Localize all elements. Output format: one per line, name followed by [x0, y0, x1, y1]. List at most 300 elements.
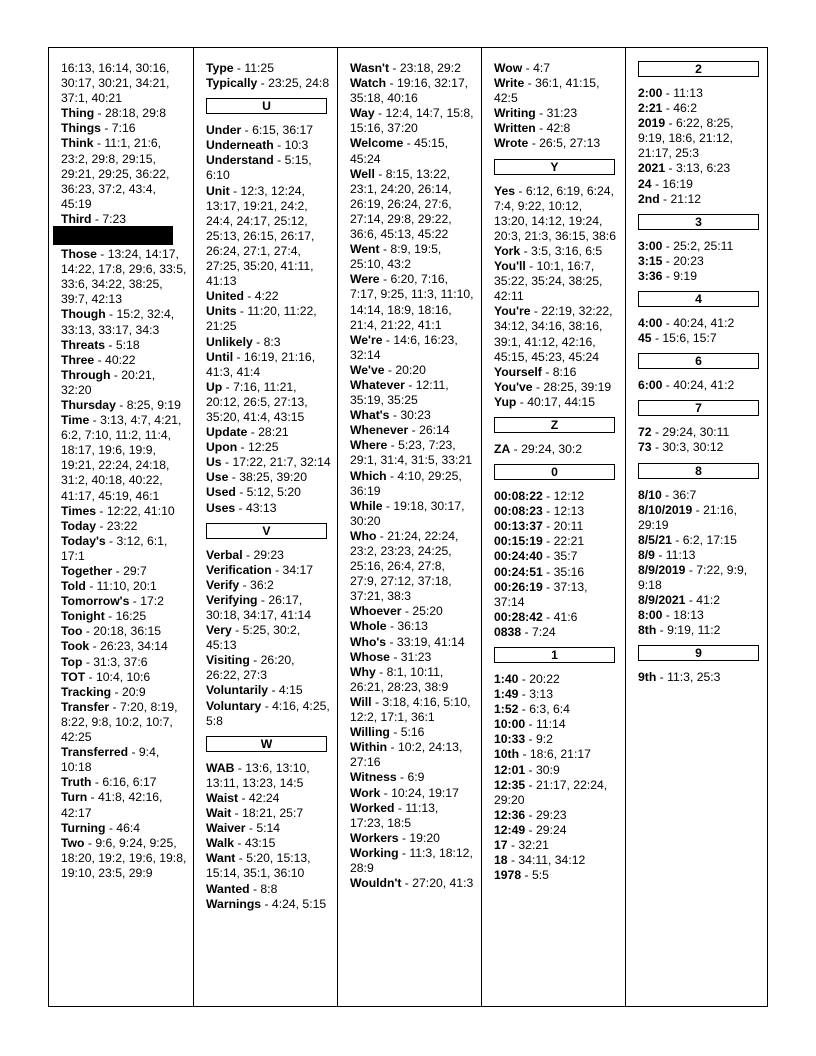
term-separator: -	[528, 136, 540, 151]
page-line-references: 3:12, 6:1, 17:1	[61, 533, 168, 563]
index-entry	[61, 594, 187, 609]
index-term: Voluntarily	[206, 683, 269, 698]
index-term: Verbal	[206, 547, 243, 562]
index-term: Three	[61, 352, 95, 367]
page-line-references: 15:6, 15:7	[662, 331, 717, 346]
section-letter-header: 1	[494, 647, 615, 663]
index-term: Through	[61, 367, 111, 382]
index-entry	[206, 683, 331, 698]
page-line-references: 8:1, 10:11, 26:21, 28:23, 38:9	[350, 664, 449, 694]
page-line-references: 19:20	[409, 830, 440, 845]
index-entry	[350, 499, 475, 529]
page-line-references: 7:16, 11:21, 20:12, 26:5, 27:13, 35:20, 41:4, 43:15	[206, 379, 308, 424]
index-term: Yourself	[494, 364, 542, 379]
page-line-references: 8:8	[260, 881, 278, 896]
term-separator: -	[273, 138, 285, 153]
index-entry	[350, 846, 475, 876]
index-column-4	[481, 48, 625, 1006]
index-entry	[206, 882, 331, 897]
page-line-references: 15:2, 32:4, 33:13, 33:17, 34:3	[61, 307, 175, 337]
redaction-bar	[53, 226, 173, 245]
term-separator: -	[522, 61, 534, 75]
index-entry	[61, 685, 187, 700]
term-separator: -	[532, 379, 544, 394]
term-separator: -	[379, 272, 391, 287]
page-line-references: 20:20	[395, 362, 426, 377]
index-term: Verifying	[206, 592, 258, 607]
page-line-references: 11:13	[665, 547, 696, 562]
index-term: Us	[206, 455, 222, 470]
page-line-references: 34:17	[282, 562, 314, 577]
index-entry	[638, 425, 761, 440]
index-entry	[494, 808, 619, 823]
term-separator: -	[84, 835, 96, 850]
term-separator: -	[516, 394, 528, 409]
index-entry	[350, 801, 475, 831]
term-separator: -	[89, 413, 101, 428]
term-separator: -	[271, 562, 283, 577]
page-line-references: 3:13	[529, 687, 553, 702]
index-term: Worked	[350, 800, 395, 815]
page-line-references: 28:21	[258, 425, 289, 440]
page-line-references: 6:9	[407, 770, 425, 785]
index-entry	[61, 534, 187, 564]
index-term: Voluntary	[206, 698, 262, 713]
page-line-references: 29:24, 30:11	[662, 425, 730, 440]
page-line-references: 38:25, 39:20	[239, 470, 307, 485]
page-line-references: 20:18, 36:15	[93, 624, 162, 639]
term-separator: -	[386, 468, 398, 483]
index-entry	[494, 838, 619, 853]
index-term: Write	[494, 76, 525, 91]
term-separator: -	[93, 136, 105, 151]
index-entry	[61, 398, 187, 413]
index-entry	[494, 702, 619, 717]
index-entry	[61, 639, 187, 654]
term-separator: -	[252, 334, 264, 349]
index-entry	[206, 653, 331, 683]
term-separator: -	[233, 349, 244, 364]
index-term: Verification	[206, 562, 272, 577]
section-letter-header: 4	[638, 291, 759, 307]
index-entry	[350, 604, 475, 619]
page-line-references: 6:20, 7:16, 7:17, 9:25, 11:3, 11:10, 14:14, 18:9, 18:16, 21:4, 21:22, 41:1	[350, 272, 474, 332]
index-term: 8/9/2019	[638, 562, 686, 577]
page-line-references: 7:24	[531, 624, 556, 639]
index-term: 8:00	[638, 608, 663, 623]
index-entry	[350, 695, 475, 725]
term-separator: -	[408, 423, 420, 438]
index-entry	[494, 106, 619, 121]
index-term: Uses	[206, 500, 236, 515]
term-separator: -	[389, 61, 400, 75]
term-separator: -	[228, 470, 240, 485]
page-line-references: 3:13, 6:23	[675, 161, 731, 176]
index-term: Why	[350, 664, 376, 679]
term-separator: -	[234, 836, 245, 851]
term-separator: -	[387, 740, 398, 755]
term-separator: -	[91, 775, 103, 790]
term-separator: -	[380, 785, 392, 800]
index-entry	[350, 333, 475, 363]
index-entry	[494, 395, 619, 410]
index-entry	[61, 790, 187, 820]
index-entry	[61, 655, 187, 670]
index-term: Yup	[494, 394, 517, 409]
index-term: 73	[638, 440, 652, 455]
index-term: WAB	[206, 760, 235, 775]
term-separator: -	[507, 853, 519, 868]
index-entry	[206, 563, 331, 578]
page-line-references: 10:2, 24:13, 27:16	[350, 740, 463, 770]
index-term: Witness	[350, 770, 397, 785]
index-term: Today	[61, 518, 96, 533]
term-separator: -	[235, 485, 247, 500]
index-entry	[638, 101, 761, 116]
index-entry	[494, 136, 619, 151]
index-term: Wasn't	[350, 61, 390, 75]
index-term: Who	[350, 528, 377, 543]
page-line-references: 20:22	[529, 672, 560, 686]
index-term: Underneath	[206, 138, 274, 153]
index-entry	[61, 745, 187, 775]
index-term: 8/5/21	[638, 532, 672, 547]
index-term: York	[494, 243, 521, 258]
page-line-references: 5:14	[256, 821, 281, 836]
term-separator: -	[651, 440, 663, 455]
index-term: Think	[61, 136, 94, 151]
index-term: Written	[494, 121, 536, 136]
page-line-references: 21:24, 22:24, 23:2, 23:23, 24:25, 25:16, 26:4, 27:8, 27:9, 27:12, 37:18, 37:21, 38:3	[350, 528, 459, 604]
page-line-references: 7:23	[102, 211, 127, 226]
index-entry	[494, 365, 619, 380]
term-separator: -	[96, 503, 107, 518]
index-entry	[350, 61, 475, 76]
page-line-references: 42:24	[248, 790, 280, 805]
page-line-references: 11:3, 25:3	[667, 670, 721, 685]
page-line-references: 18:21, 25:7	[242, 806, 304, 821]
index-term: You've	[494, 379, 533, 394]
term-separator: -	[229, 183, 241, 198]
index-term: Though	[61, 307, 106, 322]
index-term: Yes	[494, 183, 516, 198]
index-term: Those	[61, 247, 97, 262]
index-entry	[206, 699, 331, 729]
index-term: Things	[61, 121, 101, 136]
page-line-references: 43:15	[244, 836, 276, 851]
page-line-references: 22:19, 32:22, 34:12, 34:16, 38:16, 39:1, 41:12, 42:16, 45:15, 45:23, 45:24	[494, 304, 613, 364]
term-separator: -	[389, 408, 401, 423]
term-separator: -	[662, 238, 674, 253]
index-term: Unlikely	[206, 334, 253, 349]
term-separator: -	[129, 594, 141, 609]
index-term: 2:21	[638, 101, 663, 116]
index-entry	[350, 740, 475, 770]
index-entry	[350, 363, 475, 378]
term-separator: -	[222, 379, 234, 394]
page-line-references: 26:23, 34:14	[100, 639, 168, 654]
term-separator: -	[82, 654, 94, 669]
index-entry	[350, 272, 475, 332]
term-separator: -	[389, 649, 401, 664]
term-separator: -	[221, 455, 233, 470]
index-term: 8/9/2021	[638, 593, 686, 608]
page-line-references: 16:25	[115, 609, 147, 624]
page-line-references: 12:12	[553, 489, 585, 504]
term-separator: -	[82, 624, 94, 639]
term-separator: -	[89, 639, 101, 654]
page-line-references: 34:11, 34:12	[518, 853, 586, 868]
index-entry	[350, 650, 475, 665]
page-line-references: 26:17, 30:18, 34:17, 41:14	[206, 592, 312, 622]
term-separator: -	[525, 822, 537, 837]
index-entry	[206, 153, 331, 183]
index-term: 8th	[638, 623, 657, 638]
page-line-references: 11:10, 20:1	[96, 579, 157, 594]
section-letter-header: 7	[638, 400, 759, 416]
term-separator: -	[525, 807, 537, 822]
index-entry	[494, 778, 619, 808]
page-line-references: 18:13	[673, 608, 704, 623]
term-separator: -	[398, 830, 410, 845]
index-entry	[350, 469, 475, 499]
page-line-references: 5:25, 30:2, 45:13	[206, 623, 301, 653]
term-separator: -	[115, 397, 127, 412]
page-line-references: 3:18, 4:16, 5:10, 12:2, 17:1, 36:1	[350, 694, 471, 725]
term-separator: -	[542, 504, 554, 519]
page-line-references: 21:16, 29:19	[638, 502, 737, 532]
page-line-references: 20:21, 32:20	[61, 367, 156, 397]
page-line-references: 4:24, 5:15	[271, 896, 327, 911]
term-separator: -	[243, 289, 255, 304]
term-separator: -	[662, 608, 674, 623]
index-entry	[638, 548, 761, 563]
term-separator: -	[685, 562, 697, 577]
index-term: Were	[350, 272, 380, 287]
index-entry	[206, 578, 331, 593]
index-entry	[638, 533, 761, 548]
index-term: 00:28:42	[494, 609, 543, 624]
page-line-references: 40:22	[105, 352, 136, 367]
page-line-references: 40:17, 44:15	[527, 394, 595, 409]
index-entry	[206, 335, 331, 350]
term-separator: -	[104, 609, 116, 624]
term-separator: -	[530, 304, 542, 319]
index-term: Update	[206, 425, 248, 440]
index-term: 72	[638, 425, 652, 440]
page-line-references: 28:25, 39:19	[543, 379, 612, 394]
index-entry	[494, 76, 619, 106]
page-line-references: 9:2	[536, 732, 553, 747]
index-term: Upon	[206, 440, 238, 455]
index-term: Wait	[206, 806, 232, 821]
index-entry	[350, 725, 475, 740]
index-entry	[61, 121, 187, 136]
index-entry	[638, 161, 761, 176]
page-line-references: 13:24, 14:17, 14:22, 17:8, 29:6, 33:5, 33:6, 34:22, 38:25, 39:7, 42:13	[61, 247, 187, 307]
index-entry	[494, 304, 619, 364]
page-line-references: 5:15, 6:10	[206, 153, 312, 183]
index-term: 1978	[494, 868, 522, 883]
page-line-references: 10:4, 10:6	[96, 669, 151, 684]
index-term: 3:36	[638, 268, 663, 283]
page-line-references: 21:12	[670, 191, 702, 206]
index-term: 1:40	[494, 672, 519, 686]
index-column-1	[49, 48, 193, 1006]
term-separator: -	[404, 377, 416, 392]
index-entry	[350, 76, 475, 106]
term-separator: -	[524, 76, 536, 91]
index-term: Wow	[494, 61, 523, 75]
index-entry	[350, 619, 475, 634]
index-entry	[494, 610, 619, 625]
index-term: 9th	[638, 670, 657, 685]
term-separator: -	[662, 253, 674, 268]
index-term: Visiting	[206, 653, 250, 668]
index-entry	[61, 564, 187, 579]
page-line-references: 12:25	[247, 440, 279, 455]
index-term: Up	[206, 379, 223, 394]
index-entry	[350, 831, 475, 846]
page-line-references: 29:23	[253, 547, 284, 562]
term-separator: -	[100, 121, 112, 136]
page-line-references: 23:22	[106, 518, 138, 533]
term-separator: -	[94, 106, 106, 121]
page-line-references: 5:18	[115, 337, 140, 352]
term-separator: -	[519, 747, 530, 762]
page-line-references: 10:1, 16:7, 35:22, 35:24, 38:25, 42:11	[494, 259, 603, 304]
term-separator: -	[665, 161, 676, 176]
index-term: 00:24:51	[494, 564, 543, 579]
index-term: 8/9	[638, 547, 655, 562]
index-term: Well	[350, 166, 375, 181]
index-entry	[61, 670, 187, 685]
term-separator: -	[235, 500, 246, 515]
index-entry	[638, 503, 761, 533]
index-term: Who's	[350, 634, 387, 649]
term-separator: -	[379, 242, 391, 257]
page-line-references: 12:3, 12:24, 13:17, 19:21, 24:2, 24:4, 24:17, 25:12, 25:13, 26:15, 26:17, 26:24, 27:1, 27:4, 27:25, 35:20, 41:11, 41:13	[206, 183, 315, 289]
index-column-3	[337, 48, 481, 1006]
section-letter-header: Z	[494, 417, 615, 433]
term-separator: -	[510, 441, 522, 456]
index-entry	[350, 529, 475, 604]
index-entry	[494, 519, 619, 534]
term-separator: -	[257, 76, 269, 91]
term-separator: -	[671, 532, 683, 547]
index-term: ZA	[494, 441, 511, 456]
page-line-references: 7:22, 9:9, 9:18	[638, 562, 748, 593]
index-entry	[350, 378, 475, 408]
index-entry	[638, 563, 761, 593]
index-term: Welcome	[350, 136, 404, 151]
page-line-references: 6:12, 6:19, 6:24, 7:4, 9:22, 10:12, 13:20, 14:12, 19:24, 20:3, 21:3, 36:15, 38:6	[494, 183, 616, 243]
index-term: 00:24:40	[494, 549, 543, 564]
index-term: 4:00	[638, 316, 663, 331]
term-separator: -	[237, 440, 248, 455]
index-entry	[206, 897, 331, 912]
index-entry	[638, 192, 761, 207]
page-line-references: 6:22, 8:25, 9:19, 18:6, 21:12, 21:17, 25:3	[638, 116, 734, 161]
index-entry	[206, 548, 331, 563]
page-line-references: 45:15, 45:24	[350, 136, 449, 166]
index-entry	[638, 608, 761, 623]
index-entry	[638, 177, 761, 192]
term-separator: -	[656, 623, 668, 638]
index-entry	[638, 440, 761, 455]
index-entry	[206, 821, 331, 836]
index-entry	[61, 579, 187, 594]
index-entry	[350, 106, 475, 136]
index-term: 3:15	[638, 253, 663, 268]
index-entry	[61, 821, 187, 836]
index-term: Under	[206, 123, 242, 138]
page-line-references: 9:4, 10:18	[61, 745, 160, 775]
page-line-references: 29:24	[536, 822, 567, 837]
index-term: We're	[350, 332, 383, 347]
page-line-references: 8:3	[263, 334, 281, 349]
term-separator: -	[651, 331, 663, 346]
index-term: Unit	[206, 183, 230, 198]
page-line-references: 40:24, 41:2	[673, 378, 735, 393]
page-line-references: 37:13, 37:14	[494, 579, 588, 609]
index-column-2	[193, 48, 337, 1006]
index-term: Within	[350, 740, 388, 755]
index-entry	[638, 86, 761, 101]
index-term: 00:08:23	[494, 504, 543, 519]
index-entry	[206, 806, 331, 821]
term-separator: -	[376, 528, 388, 543]
term-separator: -	[386, 619, 398, 634]
term-separator: -	[261, 896, 272, 911]
page-line-references: 11:13	[673, 86, 703, 100]
index-term: Tonight	[61, 609, 105, 624]
index-term: Units	[206, 304, 237, 319]
page-line-references: 16:13, 16:14, 30:16, 30:17, 30:21, 34:21, 37:1, 40:21	[61, 61, 170, 106]
index-entry	[494, 121, 619, 136]
page-line-references: 35:7	[553, 549, 578, 564]
page-line-references: 3:5, 3:16, 6:5	[531, 243, 603, 258]
index-term: Warnings	[206, 896, 262, 911]
term-separator: -	[111, 684, 122, 699]
page-line-references: 27:20, 41:3	[412, 876, 474, 891]
index-term: 1:49	[494, 687, 519, 702]
index-term: Wrote	[494, 136, 529, 151]
page-line-references: 29:7	[123, 564, 147, 578]
page-line-references: 16:19, 21:16, 41:3, 41:4	[206, 349, 316, 379]
page-line-references: 8:25, 9:19	[126, 397, 181, 412]
index-entry	[350, 438, 475, 468]
index-term: Willing	[350, 725, 390, 740]
index-term: Went	[350, 242, 380, 257]
page-line-references: 16:19	[662, 176, 693, 191]
page-line-references: 41:6	[553, 609, 578, 624]
term-separator: -	[396, 770, 408, 785]
term-separator: -	[662, 268, 674, 283]
term-separator: -	[403, 136, 415, 151]
index-term: Whose	[350, 649, 390, 664]
index-entry	[350, 136, 475, 166]
index-entry	[206, 380, 331, 425]
term-separator: -	[401, 604, 413, 619]
index-entry	[494, 380, 619, 395]
index-entry	[206, 123, 331, 138]
page-line-references: 11:20, 11:22, 21:25	[206, 304, 317, 334]
index-entry	[206, 304, 331, 334]
page-line-references: 12:4, 14:7, 15:8, 15:16, 37:20	[350, 106, 474, 136]
index-term: 8/10/2019	[638, 502, 693, 517]
page-line-references: 8:15, 13:22, 23:1, 24:20, 26:14, 26:19, 26:24, 27:6, 27:14, 29:8, 29:22, 36:6, 45:13, 45:22	[350, 166, 452, 242]
